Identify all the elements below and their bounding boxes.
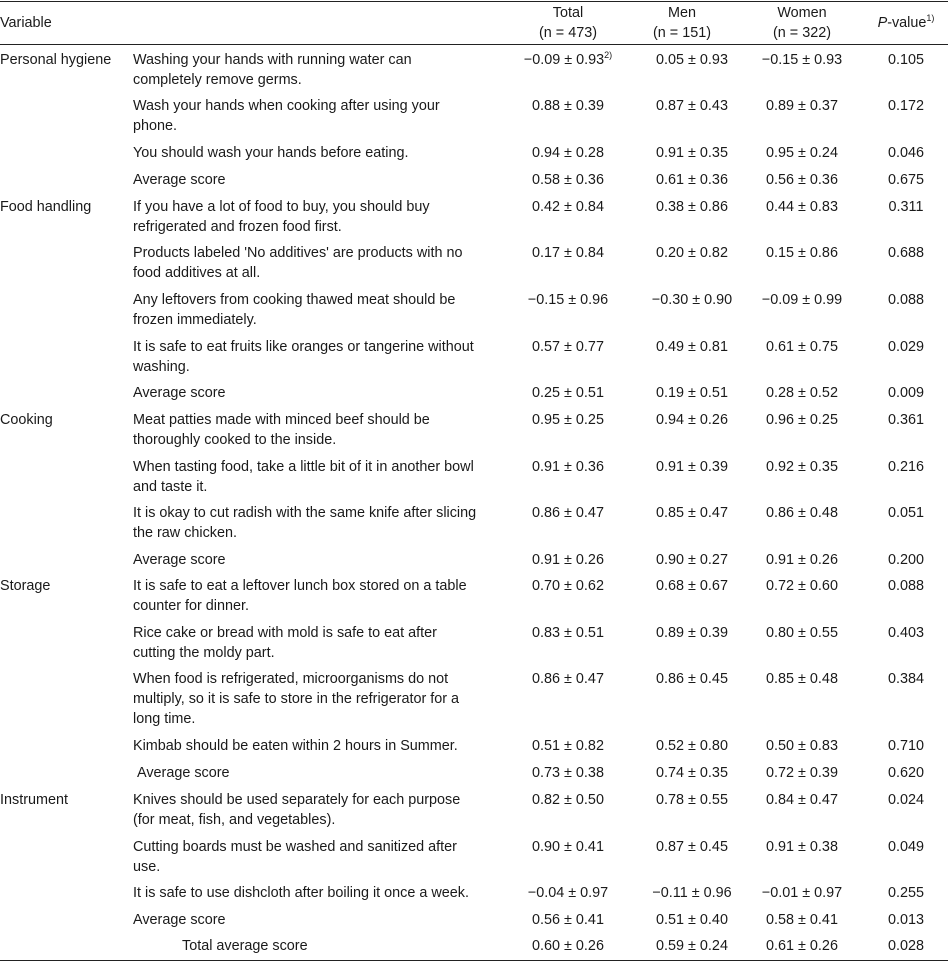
men-value: 0.78 ± 0.55 bbox=[656, 792, 728, 808]
p-value: 0.024 bbox=[887, 792, 924, 808]
men-value: −0.11 ± 0.96 bbox=[652, 885, 732, 901]
header-variable: Variable bbox=[0, 15, 52, 31]
women-value: 0.44 ± 0.83 bbox=[766, 199, 838, 215]
header-women-label: Women bbox=[777, 5, 827, 21]
total-value: −0.04 ± 0.97 bbox=[527, 885, 609, 901]
p-value: 0.620 bbox=[887, 765, 924, 781]
item-text: Wash your hands when cooking after using your phone. bbox=[133, 98, 440, 134]
women-value: 0.96 ± 0.25 bbox=[766, 412, 838, 428]
women-value: 0.95 ± 0.24 bbox=[766, 145, 838, 161]
men-value: 0.91 ± 0.35 bbox=[656, 145, 728, 161]
men-value: 0.20 ± 0.82 bbox=[656, 245, 728, 261]
header-men bbox=[622, 3, 742, 43]
item-text: Rice cake or bread with mold is safe to eat after cutting the moldy part. bbox=[133, 625, 437, 661]
total-value: 0.42 ± 0.84 bbox=[532, 199, 604, 215]
item-text: Kimbab should be eaten within 2 hours in Summer. bbox=[133, 738, 458, 754]
women-value: 0.89 ± 0.37 bbox=[766, 98, 838, 114]
women-value: 0.91 ± 0.26 bbox=[766, 552, 838, 568]
total-value: 0.91 ± 0.36 bbox=[532, 459, 604, 475]
women-value: 0.15 ± 0.86 bbox=[766, 245, 838, 261]
header-women-n: (n = 322) bbox=[773, 25, 831, 41]
women-value: 0.50 ± 0.83 bbox=[766, 738, 838, 754]
p-value: 0.009 bbox=[887, 385, 924, 401]
p-value: 0.675 bbox=[887, 172, 924, 188]
item-text: When food is refrigerated, microorganisms do not multiply, so it is safe to store in the refrigerator for a long time. bbox=[133, 671, 460, 727]
total-note: 2) bbox=[604, 50, 613, 60]
p-value: 0.384 bbox=[887, 671, 924, 687]
p-value: 0.200 bbox=[887, 552, 924, 568]
group-instrument: Instrument bbox=[0, 792, 68, 808]
item-text: Average score bbox=[137, 765, 230, 781]
total-value: 0.70 ± 0.62 bbox=[532, 578, 604, 594]
p-value: 0.046 bbox=[887, 145, 924, 161]
total-value: 0.57 ± 0.77 bbox=[532, 339, 604, 355]
women-value: 0.85 ± 0.48 bbox=[766, 671, 838, 687]
men-value: 0.51 ± 0.40 bbox=[656, 912, 728, 928]
men-value: 0.59 ± 0.24 bbox=[656, 938, 728, 954]
header-total bbox=[508, 3, 628, 43]
header-women bbox=[742, 3, 862, 43]
p-value: 0.361 bbox=[887, 412, 924, 428]
men-value: 0.52 ± 0.80 bbox=[656, 738, 728, 754]
men-value: 0.91 ± 0.39 bbox=[656, 459, 728, 475]
p-value: 0.311 bbox=[888, 199, 924, 215]
women-value: −0.15 ± 0.93 bbox=[761, 52, 843, 68]
men-value: 0.94 ± 0.26 bbox=[656, 412, 728, 428]
total-value: 0.83 ± 0.51 bbox=[532, 625, 604, 641]
group-personal-hygiene: Personal hygiene bbox=[0, 52, 112, 68]
item-text: It is safe to eat a leftover lunch box stored on a table counter for dinner. bbox=[133, 578, 467, 614]
women-value: 0.92 ± 0.35 bbox=[766, 459, 838, 475]
men-value: 0.87 ± 0.45 bbox=[656, 839, 728, 855]
men-value: 0.86 ± 0.45 bbox=[656, 671, 728, 687]
p-value: 0.105 bbox=[887, 52, 924, 68]
total-value: 0.86 ± 0.47 bbox=[532, 671, 604, 687]
item-text: Products labeled 'No additives' are products with no food additives at all. bbox=[133, 245, 463, 281]
group-storage: Storage bbox=[0, 578, 51, 594]
women-value: 0.84 ± 0.47 bbox=[766, 792, 838, 808]
p-value: 0.013 bbox=[887, 912, 924, 928]
p-value: 0.216 bbox=[887, 459, 924, 475]
women-value: 0.56 ± 0.36 bbox=[766, 172, 838, 188]
total-value: −0.15 ± 0.96 bbox=[527, 292, 609, 308]
women-value: 0.72 ± 0.39 bbox=[766, 765, 838, 781]
total-value: 0.25 ± 0.51 bbox=[532, 385, 604, 401]
item-text: Total average score bbox=[182, 938, 308, 954]
item-text: Average score bbox=[133, 912, 226, 928]
header-rule bbox=[0, 44, 948, 45]
women-value: −0.09 ± 0.99 bbox=[761, 292, 843, 308]
item-text: You should wash your hands before eating. bbox=[133, 145, 409, 161]
total-value: 0.82 ± 0.50 bbox=[532, 792, 604, 808]
item-text: It is safe to use dishcloth after boiling it once a week. bbox=[133, 885, 469, 901]
men-value: 0.89 ± 0.39 bbox=[656, 625, 728, 641]
p-value: 0.403 bbox=[887, 625, 924, 641]
women-value: 0.86 ± 0.48 bbox=[766, 505, 838, 521]
total-value: 0.88 ± 0.39 bbox=[532, 98, 604, 114]
item-text: Meat patties made with minced beef should be thoroughly cooked to the inside. bbox=[133, 412, 430, 448]
top-rule bbox=[0, 1, 948, 2]
p-value: 0.255 bbox=[887, 885, 924, 901]
group-cooking: Cooking bbox=[0, 412, 53, 428]
total-value: 0.58 ± 0.36 bbox=[532, 172, 604, 188]
p-value: 0.172 bbox=[887, 98, 924, 114]
item-text: Cutting boards must be washed and sanitized after use. bbox=[133, 839, 457, 875]
men-value: 0.19 ± 0.51 bbox=[656, 385, 728, 401]
header-p-italic: P bbox=[877, 15, 888, 31]
total-value: 0.60 ± 0.26 bbox=[532, 938, 604, 954]
p-value: 0.051 bbox=[887, 505, 924, 521]
total-value: 0.94 ± 0.28 bbox=[532, 145, 604, 161]
p-value: 0.088 bbox=[887, 292, 924, 308]
men-value: 0.68 ± 0.67 bbox=[656, 578, 728, 594]
item-text: Washing your hands with running water can completely remove germs. bbox=[133, 52, 412, 88]
header-p-note: 1) bbox=[926, 13, 935, 23]
p-value: 0.688 bbox=[887, 245, 924, 261]
men-value: 0.74 ± 0.35 bbox=[656, 765, 728, 781]
women-value: 0.91 ± 0.38 bbox=[766, 839, 838, 855]
total-value: 0.90 ± 0.41 bbox=[532, 839, 604, 855]
total-value: $-0.09 \pm 0.93^{2)}$ bbox=[523, 50, 613, 68]
total-value: 0.17 ± 0.84 bbox=[532, 245, 604, 261]
item-text: When tasting food, take a little bit of it in another bowl and taste it. bbox=[133, 459, 474, 495]
header-p-rest: -value bbox=[887, 15, 927, 31]
women-value: 0.58 ± 0.41 bbox=[766, 912, 838, 928]
men-value: 0.38 ± 0.86 bbox=[656, 199, 728, 215]
women-value: 0.61 ± 0.26 bbox=[766, 938, 838, 954]
p-value: 0.088 bbox=[887, 578, 924, 594]
total-value: 0.51 ± 0.82 bbox=[532, 738, 604, 754]
women-value: 0.61 ± 0.75 bbox=[766, 339, 838, 355]
p-value: 0.028 bbox=[887, 938, 924, 954]
p-value: 0.029 bbox=[887, 339, 924, 355]
men-value: 0.90 ± 0.27 bbox=[656, 552, 728, 568]
men-value: 0.85 ± 0.47 bbox=[656, 505, 728, 521]
item-text: Average score bbox=[133, 385, 226, 401]
item-text: If you have a lot of food to buy, you should buy refrigerated and frozen food first. bbox=[133, 199, 430, 235]
item-text: Average score bbox=[133, 552, 226, 568]
men-value: −0.30 ± 0.90 bbox=[651, 292, 733, 308]
bottom-rule bbox=[0, 960, 948, 961]
header-p-value bbox=[864, 13, 948, 33]
header-men-label: Men bbox=[668, 5, 696, 21]
men-value: 0.87 ± 0.43 bbox=[656, 98, 728, 114]
total-value: 0.56 ± 0.41 bbox=[532, 912, 604, 928]
item-text: It is okay to cut radish with the same knife after slicing the raw chicken. bbox=[133, 505, 477, 541]
total-value: 0.91 ± 0.26 bbox=[532, 552, 604, 568]
header-men-n: (n = 151) bbox=[653, 25, 711, 41]
item-text: Knives should be used separately for each purpose (for meat, fish, and vegetables). bbox=[133, 792, 461, 828]
header-total-label: Total bbox=[552, 5, 584, 21]
p-value: 0.049 bbox=[887, 839, 924, 855]
men-value: 0.61 ± 0.36 bbox=[656, 172, 728, 188]
p-value: 0.710 bbox=[887, 738, 924, 754]
women-value: 0.28 ± 0.52 bbox=[766, 385, 838, 401]
total-value: 0.86 ± 0.47 bbox=[532, 505, 604, 521]
women-value: −0.01 ± 0.97 bbox=[761, 885, 843, 901]
header-total-n: (n = 473) bbox=[539, 25, 597, 41]
men-value: 0.05 ± 0.93 bbox=[656, 52, 728, 68]
item-text: It is safe to eat fruits like oranges or tangerine without washing. bbox=[133, 339, 474, 375]
women-value: 0.80 ± 0.55 bbox=[766, 625, 838, 641]
men-value: 0.49 ± 0.81 bbox=[656, 339, 728, 355]
women-value: 0.72 ± 0.60 bbox=[766, 578, 838, 594]
item-text: Any leftovers from cooking thawed meat should be frozen immediately. bbox=[133, 292, 456, 328]
total-value: 0.73 ± 0.38 bbox=[532, 765, 604, 781]
group-food-handling: Food handling bbox=[0, 199, 92, 215]
item-text: Average score bbox=[133, 172, 226, 188]
total-value: 0.95 ± 0.25 bbox=[532, 412, 604, 428]
